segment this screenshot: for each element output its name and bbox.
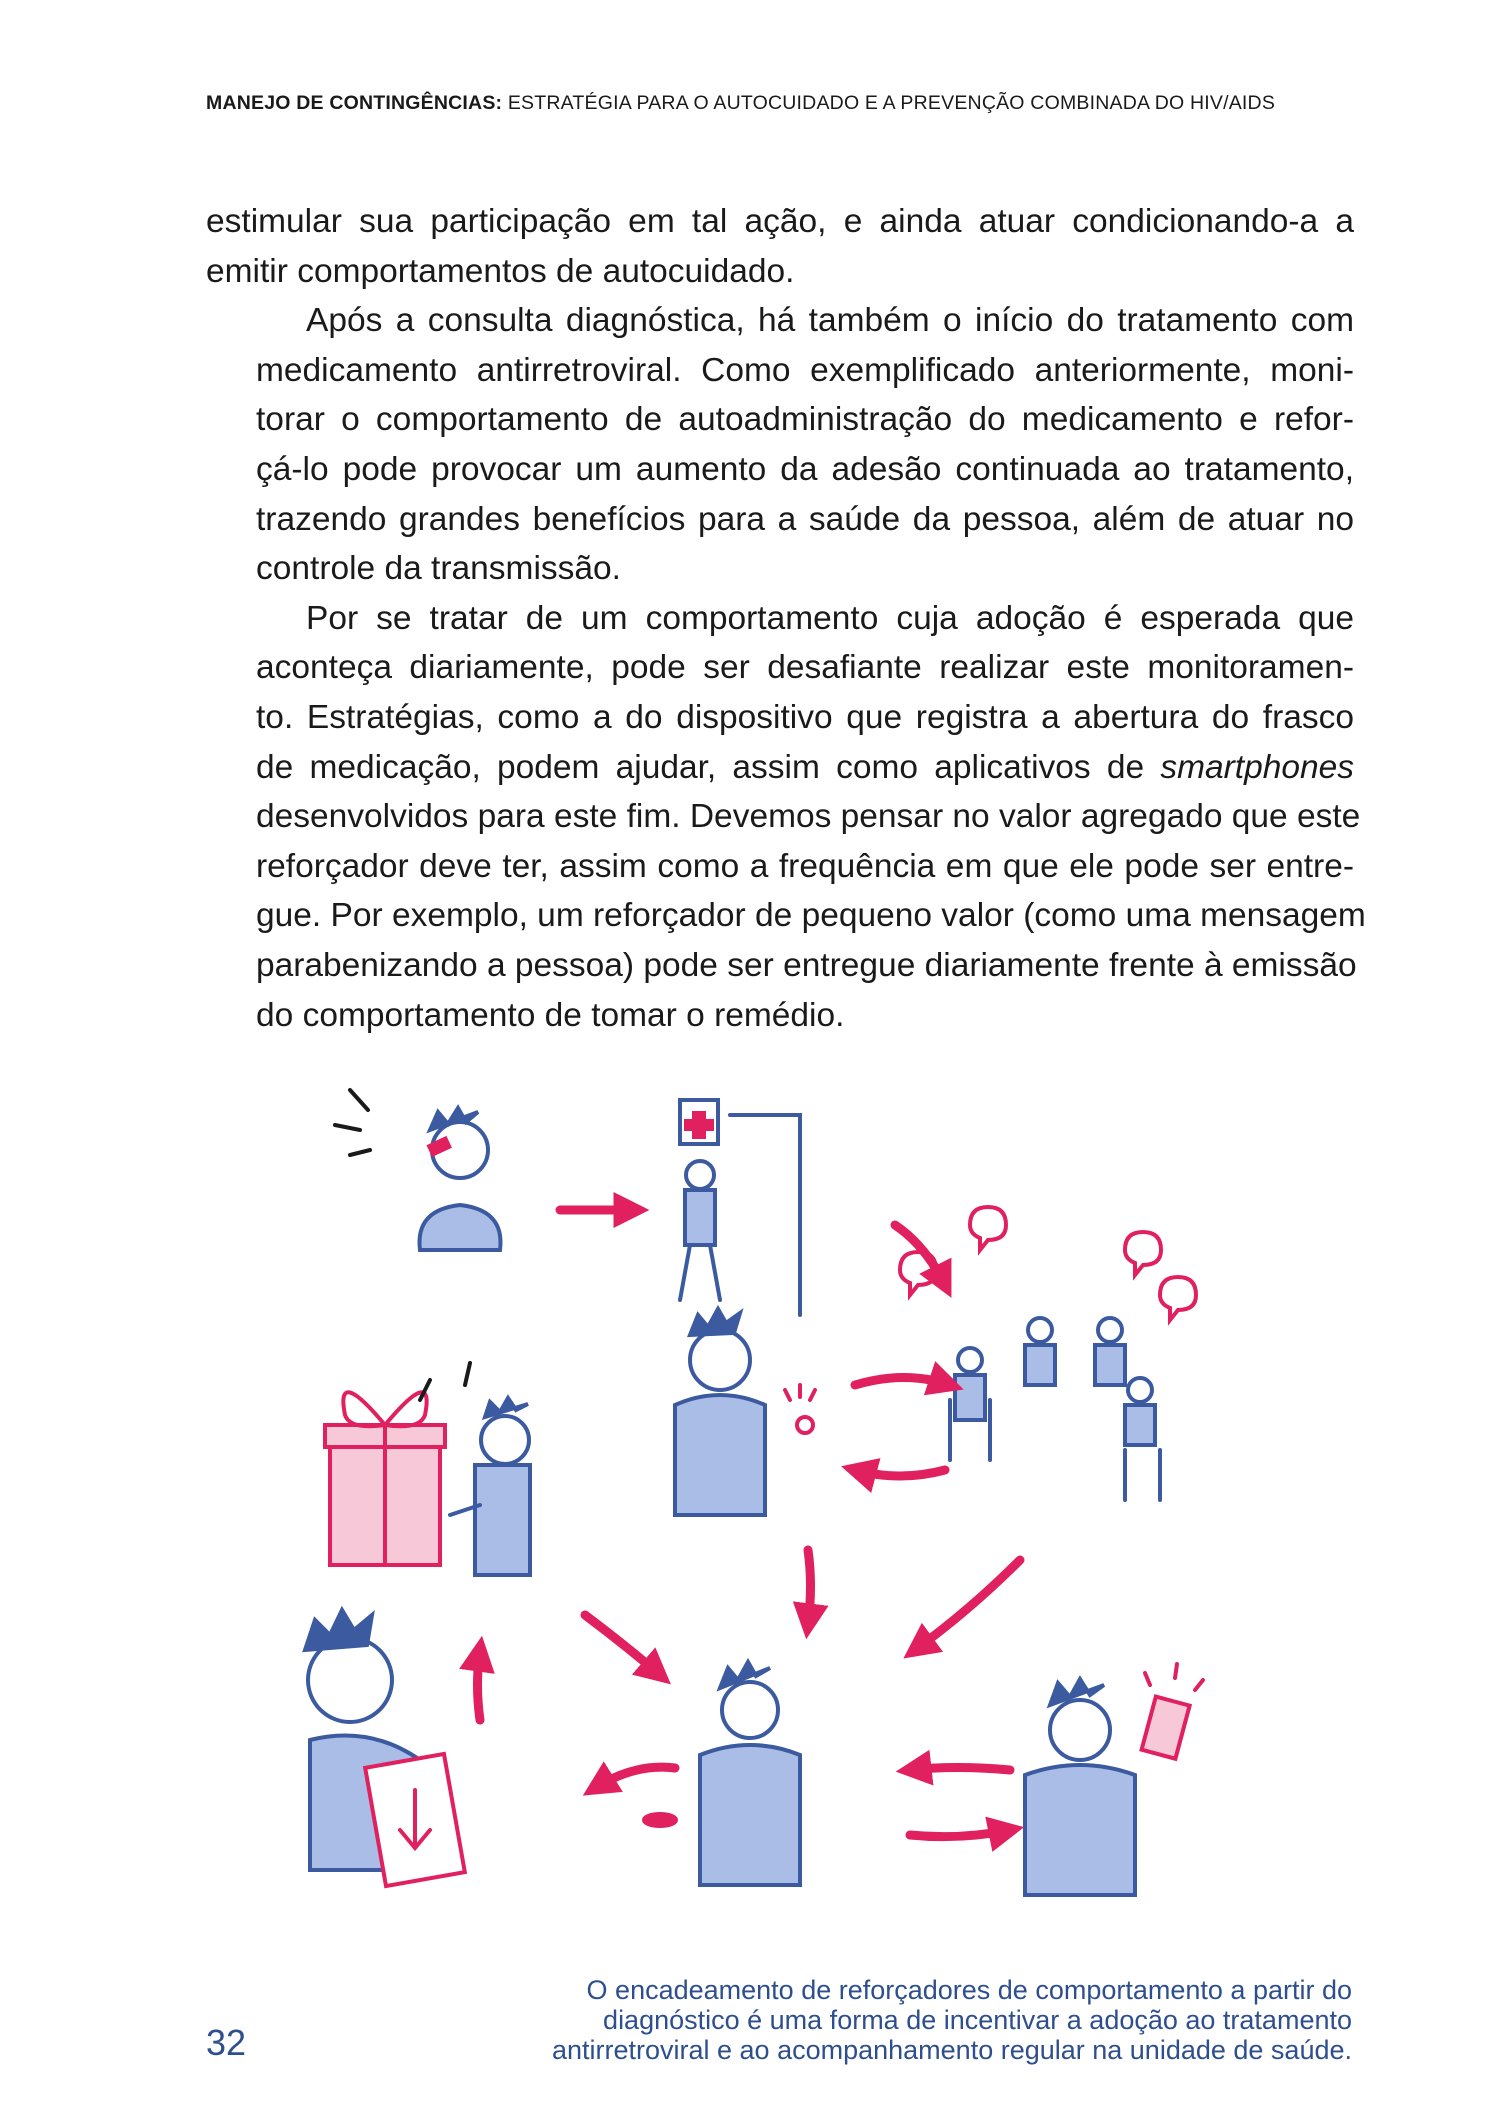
arrow-right: [910, 1830, 1010, 1837]
chain-arrows: [478, 1210, 1021, 1837]
caption-line: antirretroviral e ao acompanhamento regular na unidade de saúde.: [551, 2035, 1352, 2065]
person-with-tablet-icon: [305, 1610, 465, 1886]
body-text: [206, 197, 1366, 1040]
person-taking-pill-icon: [675, 1309, 815, 1515]
gift-box-icon: [325, 1392, 445, 1565]
arrow-up: [478, 1650, 481, 1720]
text-line: torar o comportamento de autoadministração do medicamento e refor-: [256, 401, 1354, 439]
person-entering-clinic-icon: [680, 1100, 800, 1315]
text-line: desenvolvidos para este fim. Devemos pensar no valor agregado que este: [256, 798, 1361, 836]
text-line: [206, 743, 1354, 793]
running-header-bold: MANEJO DE CONTINGÊNCIAS:: [206, 92, 503, 114]
text-fragment: de medicação, podem ajudar, assim como aplicativos de: [256, 748, 1161, 786]
arrow-down-right: [585, 1615, 660, 1675]
text-line: Por se tratar de um comportamento cuja adoção é esperada que: [306, 599, 1354, 637]
text-line: emitir comportamentos de autocuidado.: [206, 252, 795, 290]
text-line: parabenizando a pessoa) pode ser entregue diariamente frente à emissão: [256, 946, 1357, 984]
text-line: do comportamento de tomar o remédio.: [256, 996, 845, 1034]
person-with-phone-icon: [1025, 1664, 1203, 1895]
text-line: aconteça diariamente, pode ser desafiante realizar este monitoramen-: [256, 649, 1354, 687]
arrow-left: [910, 1768, 1010, 1771]
behavior-chain-illustration: [280, 1060, 1280, 1930]
text-line: gue. Por exemplo, um reforçador de pequeno valor (como uma mensagem: [256, 897, 1366, 935]
caption-line: diagnóstico é uma forma de incentivar a adoção ao tratamento: [603, 2005, 1352, 2035]
text-line: çá-lo pode provocar um aumento da adesão continuada ao tratamento,: [256, 450, 1354, 488]
arrow-down: [808, 1550, 811, 1625]
paragraph-3: [206, 594, 1366, 1040]
text-line: Após a consulta diagnóstica, há também o início do tratamento com: [306, 302, 1354, 340]
running-header-rest: ESTRATÉGIA PARA O AUTOCUIDADO E A PREVENÇÃO COMBINADA DO HIV/AIDS: [502, 92, 1276, 114]
text-line: to. Estratégias, como a do dispositivo que registra a abertura do frasco: [256, 698, 1354, 736]
italic-term: smartphones: [1160, 748, 1354, 786]
caption-line: O encadeamento de reforçadores de comportamento a partir do: [586, 1975, 1352, 2005]
arrow-right: [855, 1378, 950, 1386]
text-line: estimular sua participação em tal ação, e ainda atuar condicionando-a a: [206, 203, 1354, 240]
person-holding-pill-icon: [644, 1662, 800, 1885]
text-line: reforçador deve ter, assim como a frequência em que ele pode ser entre-: [256, 847, 1354, 885]
running-header: [206, 92, 1356, 115]
text-line: controle da transmissão.: [256, 550, 621, 588]
arrow-down-left: [915, 1560, 1020, 1650]
figure-caption: [452, 1975, 1352, 2065]
person-receiving-test-result-icon: [335, 1090, 501, 1250]
page-number: 32: [206, 2022, 247, 2063]
text-line: trazendo grandes benefícios para a saúde da pessoa, além de atuar no: [256, 500, 1354, 538]
paragraph-1: [206, 197, 1354, 296]
support-group-icon: [900, 1207, 1196, 1500]
text-line: medicamento antirretroviral. Como exemplificado anteriormente, moni-: [256, 351, 1354, 389]
arrow-left: [595, 1767, 675, 1788]
arrow-left: [855, 1470, 945, 1476]
paragraph-2: [206, 296, 1354, 594]
